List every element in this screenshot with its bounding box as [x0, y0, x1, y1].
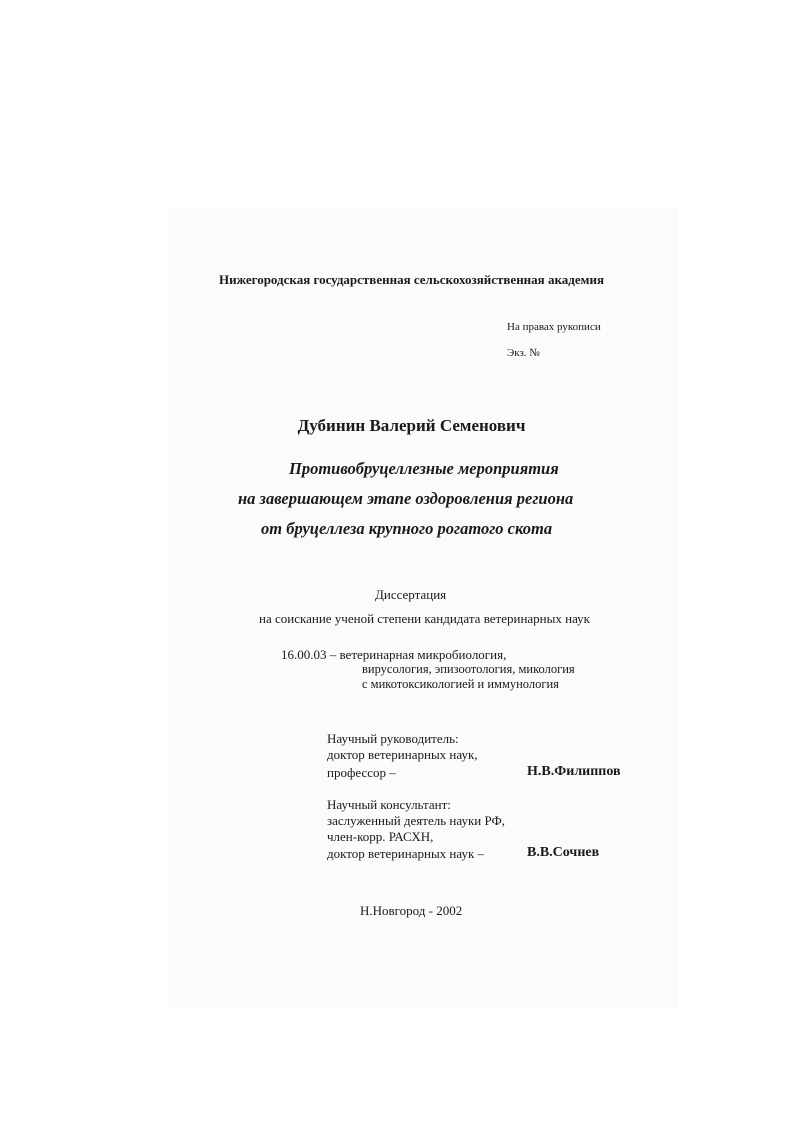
supervisor-role: Научный руководитель: — [327, 731, 459, 746]
document-type: Диссертация — [375, 587, 447, 602]
supervisor-title: профессор – — [327, 765, 396, 780]
title-line: от бруцеллеза крупного рогатого скота — [261, 519, 553, 538]
title-line: Противобруцеллезные мероприятия — [289, 459, 559, 478]
consultant-degree: доктор ветеринарных наук – — [327, 846, 485, 861]
consultant-honor: заслуженный деятель науки РФ, — [327, 813, 506, 828]
institution-name: Нижегородская государственная сельскохозяйственная академия — [219, 272, 604, 287]
consultant-role: Научный консультант: — [327, 797, 451, 812]
degree-sought: на соискание ученой степени кандидата ветеринарных наук — [259, 611, 590, 626]
specialty-line: 16.00.03 – ветеринарная микробиология, — [281, 647, 507, 662]
author-name: Дубинин Валерий Семенович — [297, 416, 526, 435]
supervisor-name: Н.В.Филиппов — [527, 764, 621, 779]
place-and-year: Н.Новгород - 2002 — [360, 903, 463, 918]
supervisor-degree: доктор ветеринарных наук, — [327, 747, 478, 762]
scanned-page-area — [168, 208, 678, 1008]
manuscript-rights-note: На правах рукописи — [507, 321, 601, 333]
specialty-line: с микотоксикологией и иммунология — [362, 677, 559, 691]
consultant-name: В.В.Сочнев — [527, 845, 600, 860]
title-line: на завершающем этапе оздоровления региона — [238, 489, 574, 508]
consultant-membership: член-корр. РАСХН, — [327, 829, 434, 844]
copy-number-label: Экз. № — [507, 347, 540, 359]
specialty-line: вирусология, эпизоотология, микология — [362, 662, 575, 676]
